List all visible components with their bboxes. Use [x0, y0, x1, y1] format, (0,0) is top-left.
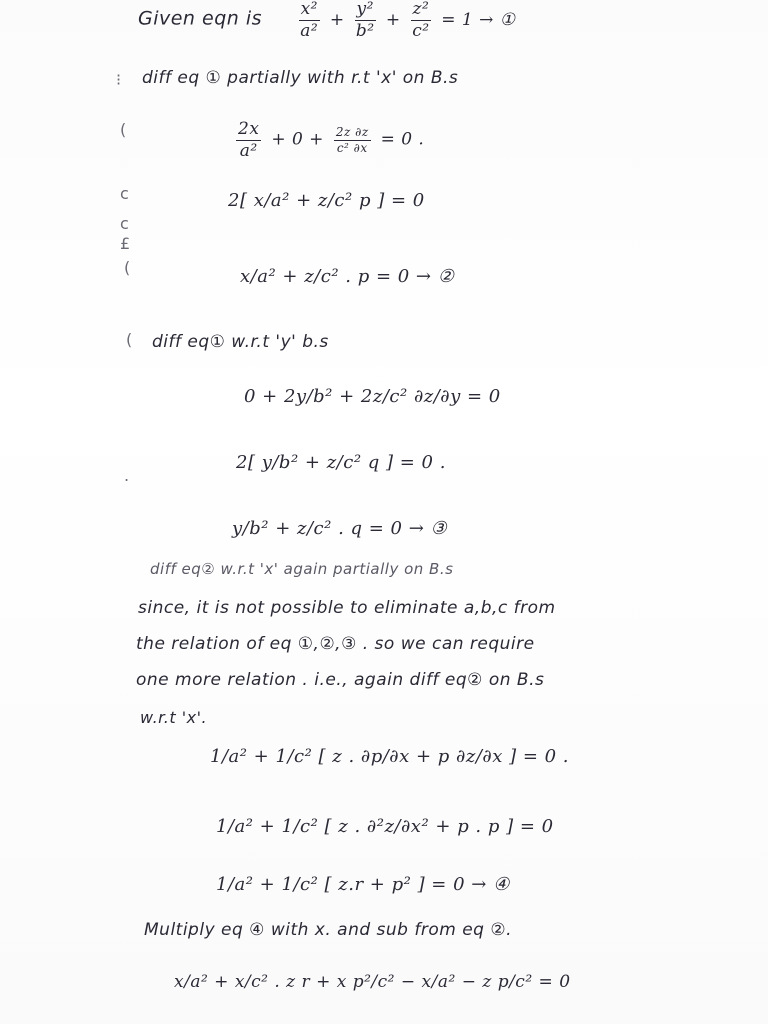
- margin-mark: ⁝: [116, 70, 122, 89]
- margin-mark: .: [124, 466, 130, 485]
- equation-line: 1/a² + 1/c² [ z . ∂p/∂x + p ∂z/∂x ] = 0 .: [210, 746, 570, 767]
- fraction-z2-c2: $\frac{\text{z²}}{\text{c²}}$: [412, 0, 430, 41]
- explanation-text: the relation of eq ①,②,③ . so we can require: [136, 634, 535, 654]
- explanation-text: since, it is not possible to eliminate a,b,c from: [138, 598, 556, 618]
- explanation-text: w.r.t 'x'.: [140, 708, 208, 727]
- equation-line: 0 + 2y/b² + 2z/c² ∂z/∂y = 0: [244, 386, 501, 407]
- fraction-y2-b2: $\frac{\text{y²}}{\text{b²}}$: [355, 0, 375, 41]
- margin-mark: c: [120, 184, 129, 203]
- equation-line: 1/a² + 1/c² [ z.r + p² ] = 0 → ④: [216, 874, 510, 895]
- equation-line: 2[ y/b² + z/c² q ] = 0 .: [236, 452, 446, 473]
- step-text: diff eq② w.r.t 'x' again partially on B.s: [150, 560, 454, 578]
- equation-line: 1/a² + 1/c² [ z . ∂²z/∂x² + p . p ] = 0: [216, 816, 554, 837]
- equation-tail: = 1 → ①: [441, 9, 516, 30]
- step-text: diff eq ① partially with r.t 'x' on B.s: [142, 68, 459, 88]
- given-label: Given eqn is: [138, 7, 263, 30]
- equation-line: x/a² + x/c² . z r + x p²/c² − x/a² − z p/c² = 0: [174, 972, 571, 992]
- given-equation-line: Given eqn is $\frac{\text{x²}}{\text{a²}}$ + $\frac{\text{y²}}{\text{b²}}$ + $\frac{\text{z²}}{\text{c²}}$ = 1 → ①: [138, 0, 516, 41]
- fraction-x2-a2: $\frac{\text{x²}}{\text{a²}}$: [300, 0, 319, 41]
- margin-mark: (: [126, 330, 133, 349]
- equation-line: x/a² + z/c² . p = 0 → ②: [240, 266, 455, 287]
- equation-line: 2[ x/a² + z/c² p ] = 0: [228, 190, 425, 211]
- margin-mark: (: [120, 120, 127, 139]
- equation-line: $\frac{2x}{\text{a²}}$ + 0 + $\frac{2z \partial z}{\text{c² ∂x}}$ = 0 .: [238, 119, 425, 161]
- step-text: Multiply eq ④ with x. and sub from eq ②.: [144, 920, 513, 940]
- margin-mark: c: [120, 214, 129, 233]
- equation-line: y/b² + z/c² . q = 0 → ③: [232, 518, 448, 539]
- step-text: diff eq① w.r.t 'y' b.s: [152, 332, 329, 352]
- margin-mark: (: [124, 258, 131, 277]
- explanation-text: one more relation . i.e., again diff eq② on B.s: [136, 670, 545, 690]
- margin-mark: £: [120, 234, 131, 253]
